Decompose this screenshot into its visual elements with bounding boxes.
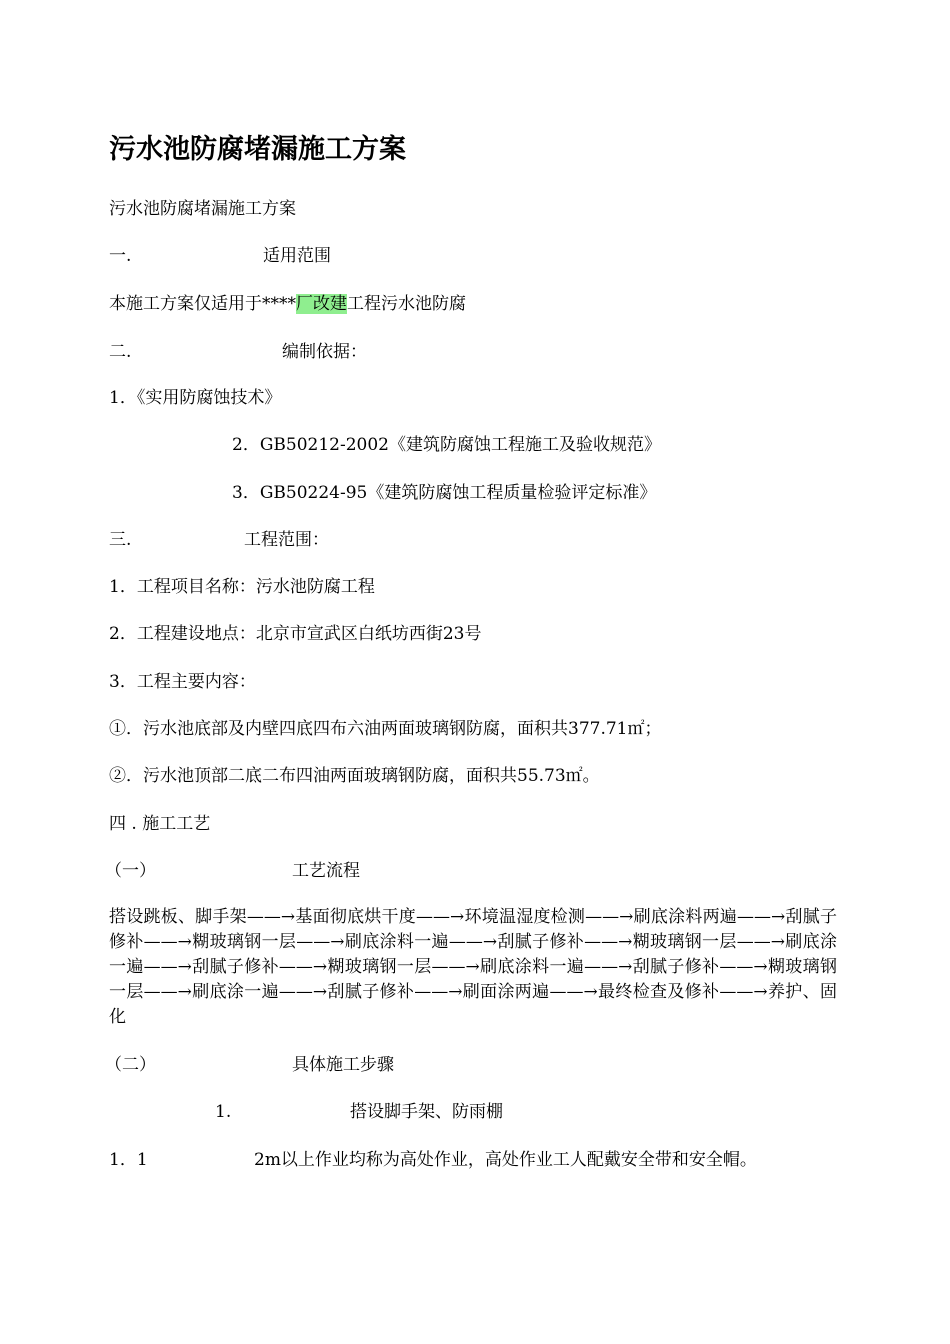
basis-item: 3．GB50224-95《建筑防腐蚀工程质量检验评定标准》 [232, 483, 657, 503]
section-3-number: 三. [109, 530, 132, 550]
subsection-2-number: （二） [105, 1055, 156, 1075]
step-1-number: 1. [215, 1102, 232, 1122]
scope-text-before: 本施工方案仅适用于**** [109, 294, 296, 314]
project-item: 3．工程主要内容： [109, 672, 256, 692]
scope-paragraph [109, 294, 466, 314]
project-item: ②．污水池顶部二底二布四油两面玻璃钢防腐，面积共55.73㎡。 [109, 766, 600, 786]
step-1-1-number: 1．1 [109, 1150, 148, 1170]
document-subtitle: 污水池防腐堵漏施工方案 [109, 199, 296, 219]
section-4-heading: 四 . 施工工艺 [109, 814, 211, 834]
subsection-2-heading: 具体施工步骤 [292, 1055, 394, 1075]
section-2-heading: 编制依据： [282, 342, 367, 362]
step-1-heading: 搭设脚手架、防雨棚 [350, 1102, 503, 1122]
step-1-1-text: 2m以上作业均称为高处作业，高处作业工人配戴安全带和安全帽。 [254, 1150, 757, 1170]
section-1-heading: 适用范围 [263, 246, 331, 266]
scope-text-after: 工程污水池防腐 [347, 294, 466, 314]
basis-item: 2．GB50212-2002《建筑防腐蚀工程施工及验收规范》 [232, 435, 661, 455]
basis-item: 1．《实用防腐蚀技术》 [109, 388, 282, 408]
project-item: 1．工程项目名称：污水池防腐工程 [109, 577, 375, 597]
section-1-number: 一. [109, 246, 132, 266]
project-item: 2．工程建设地点：北京市宣武区白纸坊西街23号 [109, 624, 482, 644]
project-item: ①．污水池底部及内壁四底四布六油两面玻璃钢防腐，面积共377.71㎡； [109, 719, 662, 739]
document-title: 污水池防腐堵漏施工方案 [109, 134, 406, 165]
process-flow-paragraph: 搭设跳板、脚手架——→基面彻底烘干度——→环境温湿度检测——→刷底涂料两遍——→刮腻子修补——→糊玻璃钢一层——→刷底涂料一遍——→刮腻子修补——→糊玻璃钢一层——→刷底涂一遍——→刮腻子修补——→糊玻璃钢一层——→刷底涂料一遍——→刮腻子修补——→糊玻璃钢一层——→刷底涂一遍——→刮腻子修补——→刷面涂两遍——→最终检查及修补——→养护、固化 [109, 907, 837, 1027]
section-3-heading: 工程范围： [244, 530, 329, 550]
section-2-number: 二. [109, 342, 132, 362]
subsection-1-heading: 工艺流程 [292, 861, 360, 881]
subsection-1-number: （一） [105, 861, 156, 881]
scope-highlight: 厂改建 [296, 294, 347, 314]
